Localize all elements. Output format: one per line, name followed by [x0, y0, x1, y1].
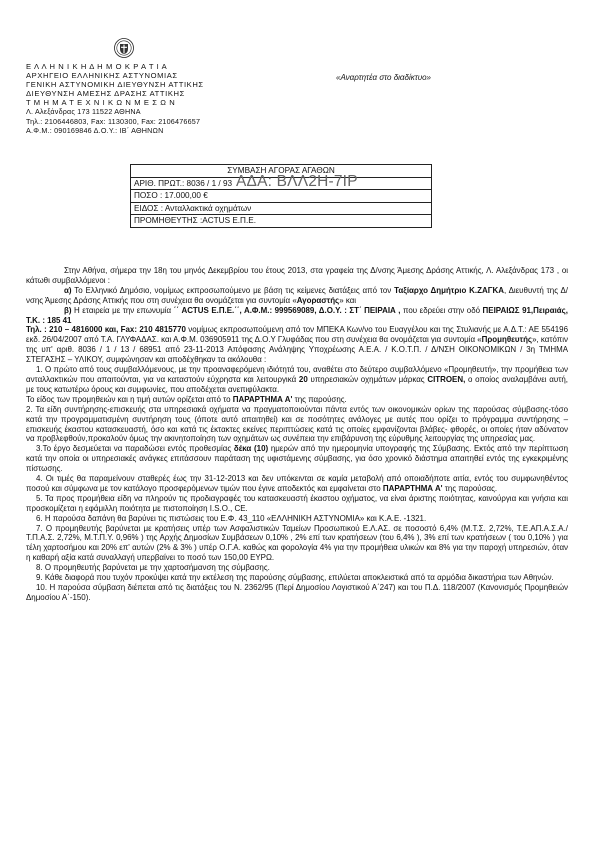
party-a-representative: Ταξίαρχο Δημήτριο Κ.ΖΑΓΚΑ	[394, 285, 504, 295]
letterhead	[26, 62, 316, 135]
party-b-role: Προμηθευτής	[481, 335, 533, 345]
party-b-text: νομίμως εκπροσωπούμενη από τον ΜΠΕΚΑ Κων/νο του Ευαγγέλου και της Στυλιανής με Α.Δ.Τ.: ΑΕ 554196 εκδ. 26/04/2007 από Τ.Α. ΓΛΥΦΑΔΑΣ. και Α.Φ.Μ. 036905911 της Δ.Ο.Υ Γλυφάδας που στη συνέχεια θα ονομάζεται για συντομία «	[26, 325, 568, 345]
party-b-text: », κατόπιν της υπ' αριθ. 8036 / 1 / 13 / 68951 από 23-11-2013 Απόφασης Ανάληψης Υποχρέωσης Α.Ε.Α. / Κ.Ο.Τ.Π. / Δ/ΝΣΗ ΟΙΚΟΝΟΜΙΚΩΝ / 3η ΤΜΗΜΑ ΣΤΕΓΑΣΗΣ – ΥΛΙΚΟΥ, συμφώνησαν και αποδέχθηκαν τα ακόλουθα :	[26, 335, 568, 365]
publication-notice: «Αναρτητέα στο διαδίκτυο»	[336, 73, 432, 82]
clause-6: 6. Η παρούσα δαπάνη θα βαρύνει τις πιστώσεις του Ε.Φ. 43_110 «ΕΛΛΗΝΙΚΗ ΑΣΤΥΝΟΜΙΑ» και Κ.Α.Ε. -1321.	[36, 513, 427, 523]
clause-text: 4. Οι τιμές θα παραμείνουν σταθερές έως την 31-12-2013 και δεν υπόκεινται σε καμία μεταβολή από οποιαδήποτε αιτία, εντός του συμφωνηθέντος ποσού και σύμφωνα με τον κατάλογο προσφερόμενων τιμών που έγινε αποδεκτός και εμφαίνεται στο	[26, 474, 568, 493]
vehicle-brand: CITROEN,	[427, 374, 466, 384]
party-b-label: β)	[64, 305, 72, 315]
letterhead-line: Ε Λ Λ Η Ν Ι Κ Η Δ Η Μ Ο Κ Ρ Α Τ Ι Α	[26, 62, 168, 71]
letterhead-tax-id: Α.Φ.Μ.: 090169846 Δ.Ο.Υ.: ΙΒ΄ ΑΘΗΝΩΝ	[26, 125, 164, 135]
party-a-text: Το Ελληνικό Δημόσιο, νομίμως εκπροσωπούμενο με βάση τις κείμενες διατάξεις από τον	[71, 285, 395, 295]
letterhead-phone: Τηλ.: 2106446803, Fax: 1130300, Fax: 2106476657	[26, 116, 201, 126]
clause-8: 8. Ο προμηθευτής βαρύνεται με την χαρτοσήμανση της σύμβασης.	[36, 563, 270, 573]
annex-reference: ΠΑΡΑΡΤΗΜΑ Α'	[382, 483, 443, 493]
party-b-text: Η εταιρεία με την επωνυμία	[71, 305, 174, 315]
clause-1	[26, 365, 568, 395]
letterhead-line: ΑΡΧΗΓΕΙΟ ΕΛΛΗΝΙΚΗΣ ΑΣΤΥΝΟΜΙΑΣ	[26, 71, 178, 81]
table-title: ΣΥΜΒΑΣΗ ΑΓΟΡΑΣ ΑΓΑΘΩΝ	[131, 165, 432, 178]
clause-9: 9. Κάθε διαφορά που τυχόν προκύψει κατά την εκτέλεση της παρούσης σύμβασης, επιλύεται αποκλειστικά από τα αρμόδια δικαστήρια των Αθηνών.	[36, 573, 554, 583]
ada-stamp: ΑΔΑ: ΒΛΛ2Η-7ΙΡ	[236, 173, 358, 190]
clause-5: 5. Τα προς προμήθεια είδη να πληρούν τις προδιαγραφές του κατασκευαστή έκαστου οχήματος, να είναι άριστης ποιότητας, καινούργια και γνήσια και προσκομίζεται η εφάμιλλη ποιότητα με πιστοποίηση I.S.O., CE.	[26, 493, 568, 513]
letterhead-line: ΔΙΕΥΘΥΝΣΗ ΑΜΕΣΗΣ ΔΡΑΣΗΣ ΑΤΤΙΚΗΣ	[26, 89, 185, 99]
delivery-deadline: δέκα (10)	[233, 444, 269, 454]
letterhead-address: Λ. Αλεξάνδρας 173 11522 ΑΘΗΝΑ	[26, 107, 141, 117]
clause-text: ο οποίος αναλαμβάνει αυτή, με τους κατωτέρω όρους και συμφωνίες, που αποδέχεται ανεπιφύλακτα.	[26, 374, 568, 394]
party-a-paragraph	[26, 286, 568, 306]
party-b-text: που εδρεύει στην οδό	[400, 305, 483, 315]
clause-text: ημερών από την ημερομηνία υπογραφής της Σύμβασης. Εκτός από την περίπτωση κατά την οποία οι υπηρεσιακές ανάγκες επιτάσσουν παράταση της υφιστάμενης σύμβασης, για όσο χρονικό διάστημα απαιτηθεί εντός της εγκεκριμένης πίστωσης.	[26, 444, 568, 474]
party-b-paragraph	[26, 306, 568, 365]
clause-text: Το είδος των προμηθειών και η τιμή αυτών ορίζεται από το	[26, 394, 233, 404]
party-b-phone: Τηλ. : 210 – 4816000 και, Fax: 210 4815770	[26, 325, 186, 335]
party-a-label: α)	[64, 285, 72, 295]
clause-text: υπηρεσιακών οχημάτων μάρκας	[307, 374, 428, 384]
table-row-protocol: ΑΡΙΘ. ΠΡΩΤ.: 8036 / 1 / 93	[131, 177, 432, 190]
clause-text: της παρούσης.	[292, 394, 347, 404]
party-a-text: » και	[339, 295, 357, 305]
clause-1b	[26, 395, 568, 405]
clause-4	[26, 474, 568, 494]
letterhead-line: Τ Μ Η Μ Α Τ Ε Χ Ν Ι Κ Ω Ν Μ Ε Σ Ω Ν	[26, 98, 176, 108]
clause-2: 2. Τα είδη συντήρησης-επισκευής στα υπηρεσιακά οχήματα να πραγματοποιούνται πάντα εντός των οικονομικών ορίων της παρούσας σύμβασης-τόσο κατά την προγραμματισμένη συντήρηση τους (όποτε αυτό απαιτηθεί) και σε ποσότητες ανάλογες με αυτές που ορίζει το πρόγραμμα συντήρησης – επισκευής έκαστου κατασκευαστή, όσο και κατά τις έκτακτες εκείνες περιπτώσεις κατά τις οποίες εμφανίζονται βλάβες- φθορές, οι οποίες ήταν αδύνατον να προβλεφθούν,προκαλούν όμως την ακινητοποίηση των οχημάτων ως συνέπεια την επιβάρυνση της εύρυθμης λειτουργίας της υπηρεσίας μας.	[26, 404, 568, 444]
contract-body	[26, 266, 568, 603]
annex-reference: ΠΑΡΑΡΤΗΜΑ Α'	[232, 394, 293, 404]
clause-3	[26, 444, 568, 474]
clause-10: 10. Η παρούσα σύμβαση διέπεται από τις διατάξεις του Ν. 2362/95 (Περί Δημοσίου Λογιστικού Α΄247) και του Π.Δ. 118/2007 (Κανονισμός Προμηθειών Δημοσίου Α΄-150).	[26, 583, 568, 602]
clause-text: 3.Το έργο δεσμεύεται να παραδώσει εντός προθεσμίας	[36, 444, 234, 454]
party-b-address: ΠΕΙΡΑΙΩΣ 91,Πειραιάς, Τ.Κ. : 185 41	[26, 305, 569, 325]
party-a-role: Αγοραστής	[296, 295, 340, 305]
table-row-type: ΕΙΔΟΣ : Ανταλλακτικά οχημάτων	[131, 202, 432, 215]
clause-text: της παρούσας.	[442, 483, 498, 493]
coat-of-arms-icon	[114, 36, 134, 60]
letterhead-line: ΓΕΝΙΚΗ ΑΣΤΥΝΟΜΙΚΗ ΔΙΕΥΘΥΝΣΗ ΑΤΤΙΚΗΣ	[26, 80, 204, 90]
table-row-supplier: ΠΡΟΜΗΘΕΥΤΗΣ :ACTUS Ε.Π.Ε.	[131, 215, 432, 228]
party-b-company: ΄΄ ACTUS E.Π.Ε.΄΄, Α.Φ.Μ.: 999569089, Δ.Ο.Υ. : ΣΤ΄ ΠΕΙΡΑΙΑ ,	[173, 305, 401, 315]
table-row-amount: ΠΟΣΟ : 17.000,00 €	[131, 190, 432, 203]
clause-text: 1. Ο πρώτο από τους συμβαλλόμενους, με την προαναφερόμενη ιδιότητά του, αναθέτει στο δεύτερο συμβαλλόμενο «Προμηθευτή», την προμήθεια των ανταλλακτικών που απαιτούνται, για να καταστούν εύχρηστα και λειτουργικά	[26, 365, 568, 384]
intro-paragraph: Στην Αθήνα, σήμερα την 18η του μηνός Δεκεμβρίου του έτους 2013, στα γραφεία της Δ/νσης Άμεσης Δράσης Αττικής, Λ. Αλεξάνδρας 173 , οι κάτωθι συμβαλλόμενοι :	[26, 266, 568, 285]
clause-7: 7. Ο προμηθευτής βαρύνεται με κρατήσεις υπέρ των Ασφαλιστικών Ταμείων Προσωπικού Ε.Λ.ΑΣ. σε ποσοστό 6,4% (Μ.Τ.Σ. 2,72%, Τ.Ε.ΑΠ.Α.Σ.Α./Τ.Π.Α.Σ. 2,72%, Μ.Τ.Π.Υ. 0,96% ) της Αρχής Δημοσίων Συμβάσεων 0,10% , 2% επί των κρατήσεων (του 6,4% ), 3% επί των κρατήσεων ( του 0,10% ) για τέλη χαρτοσήμου και 20% επ' αυτών (2% & 3% ) υπέρ Ο.Γ.Α. καθώς και φορολογία 4% για την προμήθεια υλικών και 8% για την παροχή υπηρεσιών, όταν η καθαρή αξία κατά συναλλαγή υπερβαίνει το ποσό των 150,00 ΕΥΡΩ.	[26, 523, 568, 563]
party-a-text: , Διευθυντή της Δ/νσης Άμεσης Δράσης Αττικής που στη συνέχεια θα ονομάζεται για συντομία «	[26, 285, 568, 305]
vehicle-count: 20	[298, 374, 308, 384]
